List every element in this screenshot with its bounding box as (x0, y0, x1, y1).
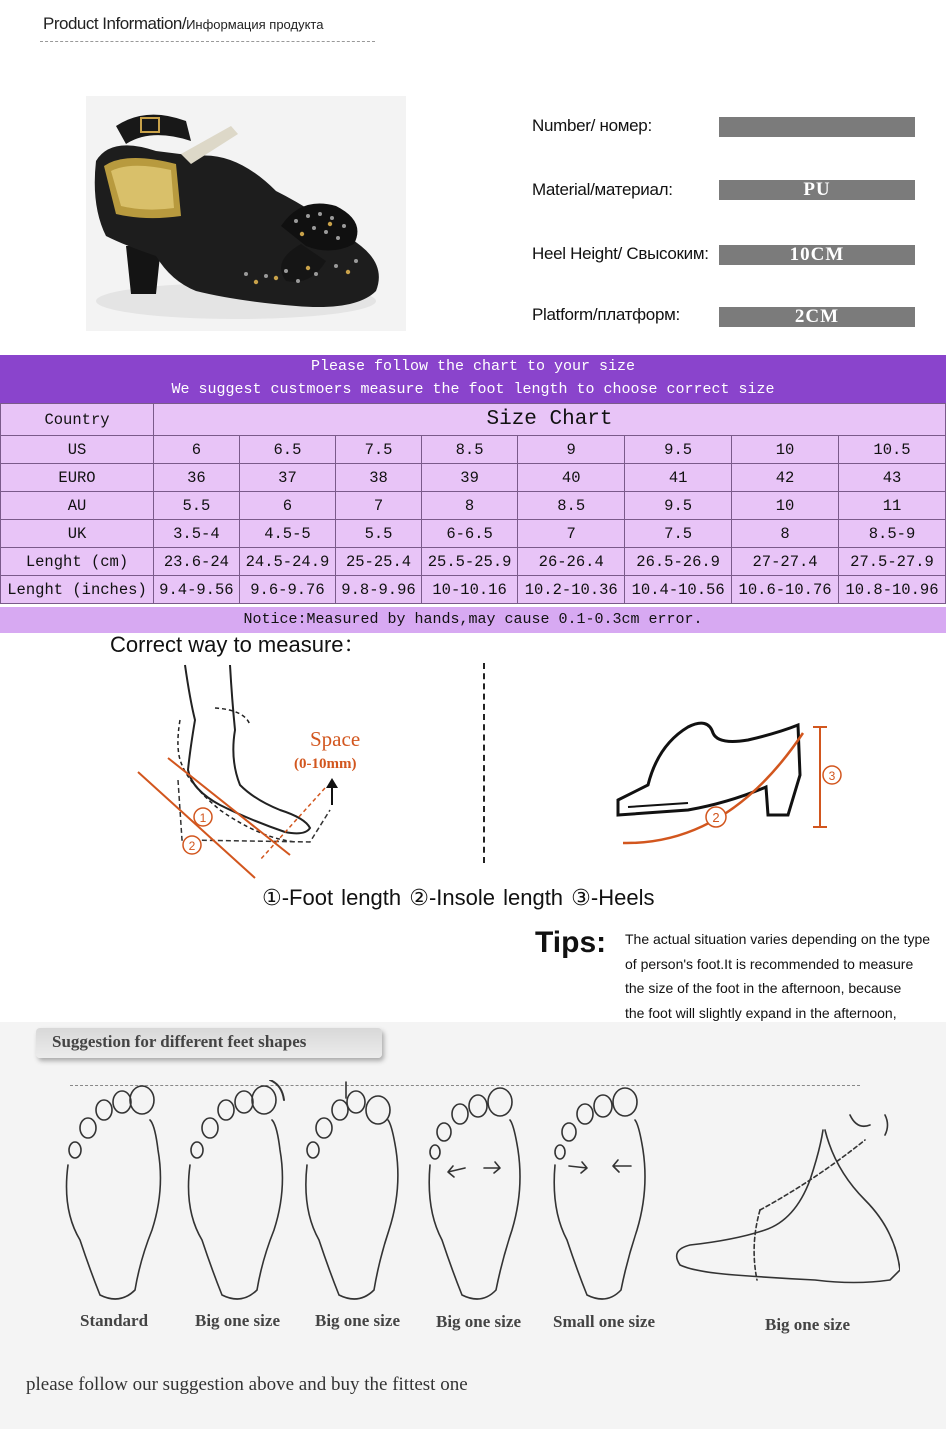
page-title-en: Product Information/ (43, 14, 187, 33)
foot-big-1 (189, 1080, 285, 1299)
table-cell: 27.5-27.9 (839, 548, 946, 576)
foot-side-view (677, 1115, 900, 1283)
foot-big-2 (306, 1082, 398, 1299)
table-cell: 9.8-9.96 (336, 576, 422, 604)
shoe-product-image (86, 96, 406, 331)
table-cell: 27-27.4 (732, 548, 839, 576)
size-chart-title: Size Chart (154, 404, 946, 436)
table-cell: 23.6-24 (154, 548, 240, 576)
marker-1: 1 (199, 811, 207, 825)
tips-heading: Tips: (535, 926, 607, 959)
table-cell: 5.5 (336, 520, 422, 548)
table-cell: 40 (518, 464, 625, 492)
table-cell: 38 (336, 464, 422, 492)
spec-platform-label: Platform/платформ: (532, 305, 680, 324)
marker-2: 2 (188, 839, 196, 853)
table-cell: 8.5 (421, 436, 517, 464)
foot-caption-big-2: Big one size (315, 1311, 400, 1330)
spec-material-value: PU (719, 180, 915, 200)
table-cell: 43 (839, 464, 946, 492)
country-header: Country (1, 404, 154, 436)
table-cell: 42 (732, 464, 839, 492)
measurement-notice: Notice:Measured by hands,may cause 0.1-0.3cm error. (0, 607, 946, 633)
shoe-measure-diagram (608, 715, 848, 855)
page-title-ru: Информация продукта (186, 17, 324, 32)
banner-line-1: Please follow the chart to your size (310, 358, 636, 375)
table-row (1, 576, 946, 604)
tips-line: the size of the foot in the afternoon, because (625, 980, 902, 997)
table-cell: 7 (336, 492, 422, 520)
feet-shapes-illustration (60, 1080, 900, 1310)
table-cell: 10.2-10.36 (518, 576, 625, 604)
final-note: please follow our suggestion above and buy the fittest one (26, 1374, 468, 1395)
spec-heel-height-label: Heel Height/ Свысоким: (532, 244, 709, 263)
table-cell: 6.5 (239, 436, 335, 464)
table-cell: 6-6.5 (421, 520, 517, 548)
table-cell: 36 (154, 464, 240, 492)
foot-caption-big-3: Big one size (436, 1312, 521, 1331)
size-chart-table (0, 403, 946, 604)
spec-heel-height-value: 10CM (719, 245, 915, 265)
banner-line-2: We suggest custmoers measure the foot length to choose correct size (171, 381, 775, 398)
table-cell: 9.5 (625, 436, 732, 464)
table-cell: 9.5 (625, 492, 732, 520)
size-chart-banner (0, 355, 946, 403)
measure-title: Correct way to measure： (110, 632, 366, 657)
table-cell: 10 (732, 436, 839, 464)
table-cell: 7.5 (625, 520, 732, 548)
table-cell: 10.8-10.96 (839, 576, 946, 604)
spec-platform-value: 2CM (719, 307, 915, 327)
table-cell: 25.5-25.9 (421, 548, 517, 576)
table-cell: 24.5-24.9 (239, 548, 335, 576)
foot-caption-big-4: Big one size (765, 1315, 850, 1334)
foot-small (554, 1088, 645, 1299)
table-row (1, 464, 946, 492)
table-row (1, 436, 946, 464)
space-label: Space (310, 727, 361, 751)
table-cell: 8 (421, 492, 517, 520)
table-cell: 11 (839, 492, 946, 520)
table-cell: 6 (154, 436, 240, 464)
table-cell: 9 (518, 436, 625, 464)
spec-number-label: Number/ номер: (532, 116, 652, 135)
measure-divider (483, 663, 485, 863)
table-cell: 10.4-10.56 (625, 576, 732, 604)
row-label: US (1, 436, 154, 464)
table-cell: 8.5 (518, 492, 625, 520)
table-cell: 5.5 (154, 492, 240, 520)
table-cell: 25-25.4 (336, 548, 422, 576)
table-cell: 26-26.4 (518, 548, 625, 576)
marker-3: 3 (828, 769, 836, 783)
foot-caption-standard: Standard (80, 1311, 149, 1330)
table-cell: 41 (625, 464, 732, 492)
foot-measure-diagram (120, 660, 400, 890)
table-cell: 3.5-4 (154, 520, 240, 548)
table-header-row (1, 404, 946, 436)
table-cell: 10-10.16 (421, 576, 517, 604)
foot-caption-big-1: Big one size (195, 1311, 280, 1330)
table-cell: 26.5-26.9 (625, 548, 732, 576)
table-cell: 7 (518, 520, 625, 548)
table-cell: 9.4-9.56 (154, 576, 240, 604)
table-cell: 8 (732, 520, 839, 548)
foot-caption-small: Small one size (553, 1312, 655, 1331)
tips-line: the foot will slightly expand in the afternoon, (625, 1004, 897, 1021)
tips-line: of person's foot.It is recommended to measure (625, 955, 914, 972)
suggestion-title: Suggestion for different feet shapes (52, 1032, 307, 1051)
spec-material-label: Material/материал: (532, 180, 673, 199)
table-row (1, 548, 946, 576)
spec-number-value (719, 117, 915, 137)
table-cell: 10.5 (839, 436, 946, 464)
space-range: (0-10mm) (294, 756, 357, 772)
table-cell: 6 (239, 492, 335, 520)
foot-standard (67, 1086, 161, 1299)
table-cell: 10.6-10.76 (732, 576, 839, 604)
table-cell: 4.5-5 (239, 520, 335, 548)
table-row (1, 520, 946, 548)
row-label: Lenght (inches) (1, 576, 154, 604)
row-label: AU (1, 492, 154, 520)
arrow-up-icon (326, 778, 338, 788)
measure-legend: ①-Foot length ②-Insole length ③-Heels (262, 885, 655, 910)
foot-big-3 (429, 1088, 520, 1299)
row-label: EURO (1, 464, 154, 492)
table-cell: 9.6-9.76 (239, 576, 335, 604)
row-label: Lenght (cm) (1, 548, 154, 576)
table-cell: 7.5 (336, 436, 422, 464)
row-label: UK (1, 520, 154, 548)
tips-line: The actual situation varies depending on the type (625, 931, 931, 947)
marker-2b: 2 (712, 810, 720, 825)
table-cell: 8.5-9 (839, 520, 946, 548)
title-divider (40, 41, 375, 42)
page-title (43, 14, 323, 34)
table-row (1, 492, 946, 520)
table-cell: 37 (239, 464, 335, 492)
table-cell: 10 (732, 492, 839, 520)
table-cell: 39 (421, 464, 517, 492)
